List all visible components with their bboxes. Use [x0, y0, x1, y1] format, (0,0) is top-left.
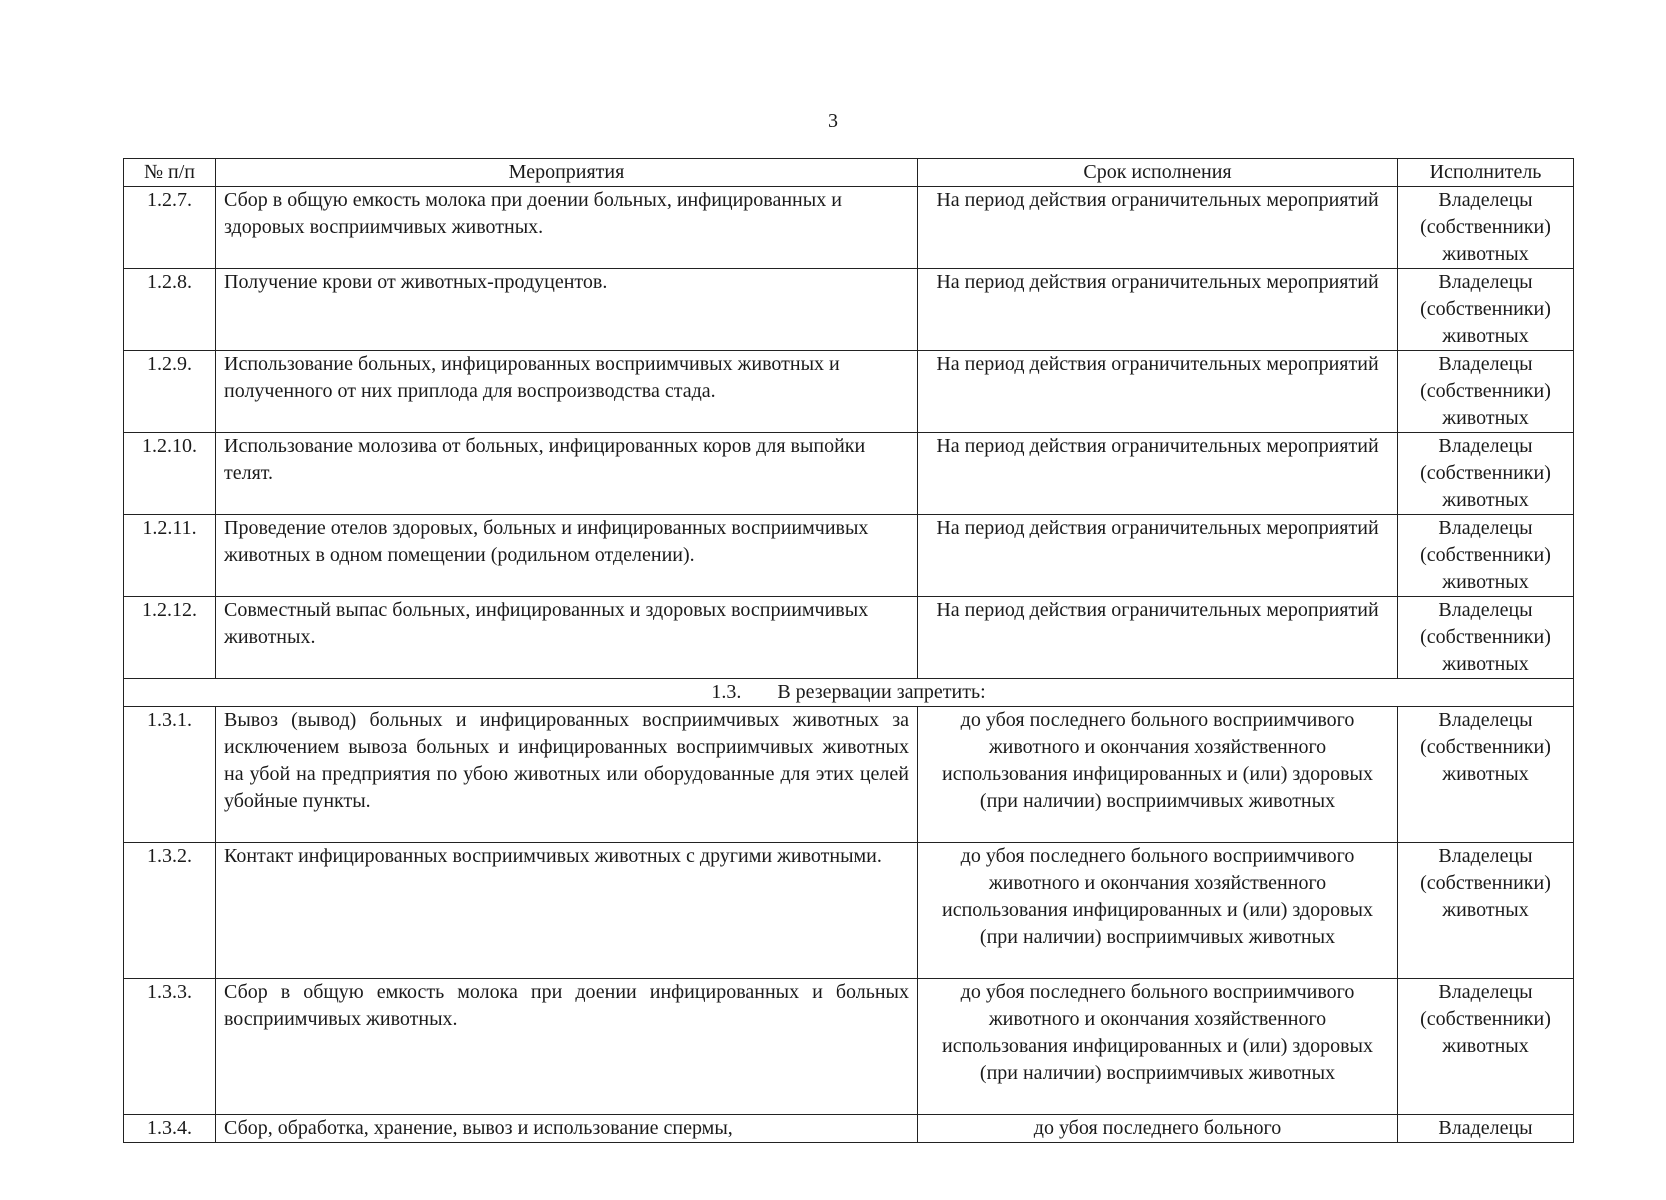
table-row — [124, 979, 1574, 1115]
row-term: На период действия ограничительных мероприятий — [918, 515, 1398, 597]
measures-table — [123, 158, 1574, 1143]
row-event: Получение крови от животных-продуцентов. — [216, 269, 918, 351]
section-heading — [124, 679, 1574, 707]
section-title: В резервации запретить: — [777, 681, 986, 703]
header-num: № п/п — [124, 159, 216, 187]
row-event: Использование больных, инфицированных восприимчивых животных и полученного от них приплода для воспроизводства стада. — [216, 351, 918, 433]
table-row — [124, 515, 1574, 597]
row-executor: Владелецы (собственники) животных — [1398, 979, 1574, 1115]
table-row — [124, 187, 1574, 269]
table-row — [124, 597, 1574, 679]
row-executor: Владелецы — [1398, 1115, 1574, 1143]
row-executor: Владелецы (собственники) животных — [1398, 843, 1574, 979]
table-row — [124, 707, 1574, 843]
header-term: Срок исполнения — [918, 159, 1398, 187]
row-term: На период действия ограничительных мероприятий — [918, 187, 1398, 269]
table-row — [124, 269, 1574, 351]
row-executor: Владелецы (собственники) животных — [1398, 597, 1574, 679]
row-event: Совместный выпас больных, инфицированных и здоровых восприимчивых животных. — [216, 597, 918, 679]
row-num: 1.2.9. — [124, 351, 216, 433]
table-row — [124, 1115, 1574, 1143]
row-term: На период действия ограничительных мероприятий — [918, 351, 1398, 433]
row-num: 1.2.8. — [124, 269, 216, 351]
row-num: 1.2.12. — [124, 597, 216, 679]
table-header-row — [124, 159, 1574, 187]
row-event: Сбор, обработка, хранение, вывоз и использование спермы, — [216, 1115, 918, 1143]
row-event: Использование молозива от больных, инфицированных коров для выпойки телят. — [216, 433, 918, 515]
row-term: На период действия ограничительных мероприятий — [918, 597, 1398, 679]
row-num: 1.3.3. — [124, 979, 216, 1115]
row-event: Вывоз (вывод) больных и инфицированных восприимчивых животных за исключением вывоза больных и инфицированных восприимчивых животных на убой на предприятия по убою животных или оборудованные для этих целей убойные пункты. — [216, 707, 918, 843]
table-row — [124, 351, 1574, 433]
header-executor: Исполнитель — [1398, 159, 1574, 187]
section-row — [124, 679, 1574, 707]
row-executor: Владелецы (собственники) животных — [1398, 433, 1574, 515]
row-executor: Владелецы (собственники) животных — [1398, 269, 1574, 351]
row-num: 1.3.1. — [124, 707, 216, 843]
section-number: 1.3. — [711, 681, 742, 703]
header-event: Мероприятия — [216, 159, 918, 187]
row-executor: Владелецы (собственники) животных — [1398, 187, 1574, 269]
row-term: На период действия ограничительных мероприятий — [918, 433, 1398, 515]
table-row — [124, 433, 1574, 515]
row-term: На период действия ограничительных мероприятий — [918, 269, 1398, 351]
row-num: 1.2.11. — [124, 515, 216, 597]
row-term: до убоя последнего больного восприимчивого животного и окончания хозяйственного использования инфицированных и (или) здоровых (при наличии) восприимчивых животных — [918, 707, 1398, 843]
page-number: 3 — [828, 110, 838, 132]
table-row — [124, 843, 1574, 979]
row-term: до убоя последнего больного восприимчивого животного и окончания хозяйственного использования инфицированных и (или) здоровых (при наличии) восприимчивых животных — [918, 843, 1398, 979]
row-executor: Владелецы (собственники) животных — [1398, 707, 1574, 843]
row-executor: Владелецы (собственники) животных — [1398, 515, 1574, 597]
row-event: Проведение отелов здоровых, больных и инфицированных восприимчивых животных в одном помещении (родильном отделении). — [216, 515, 918, 597]
row-num: 1.3.2. — [124, 843, 216, 979]
row-event: Сбор в общую емкость молока при доении инфицированных и больных восприимчивых животных. — [216, 979, 918, 1115]
row-event: Контакт инфицированных восприимчивых животных с другими животными. — [216, 843, 918, 979]
row-term: до убоя последнего больного — [918, 1115, 1398, 1143]
row-num: 1.2.10. — [124, 433, 216, 515]
row-executor: Владелецы (собственники) животных — [1398, 351, 1574, 433]
row-event: Сбор в общую емкость молока при доении больных, инфицированных и здоровых восприимчивых животных. — [216, 187, 918, 269]
row-num: 1.3.4. — [124, 1115, 216, 1143]
row-term: до убоя последнего больного восприимчивого животного и окончания хозяйственного использования инфицированных и (или) здоровых (при наличии) восприимчивых животных — [918, 979, 1398, 1115]
row-num: 1.2.7. — [124, 187, 216, 269]
